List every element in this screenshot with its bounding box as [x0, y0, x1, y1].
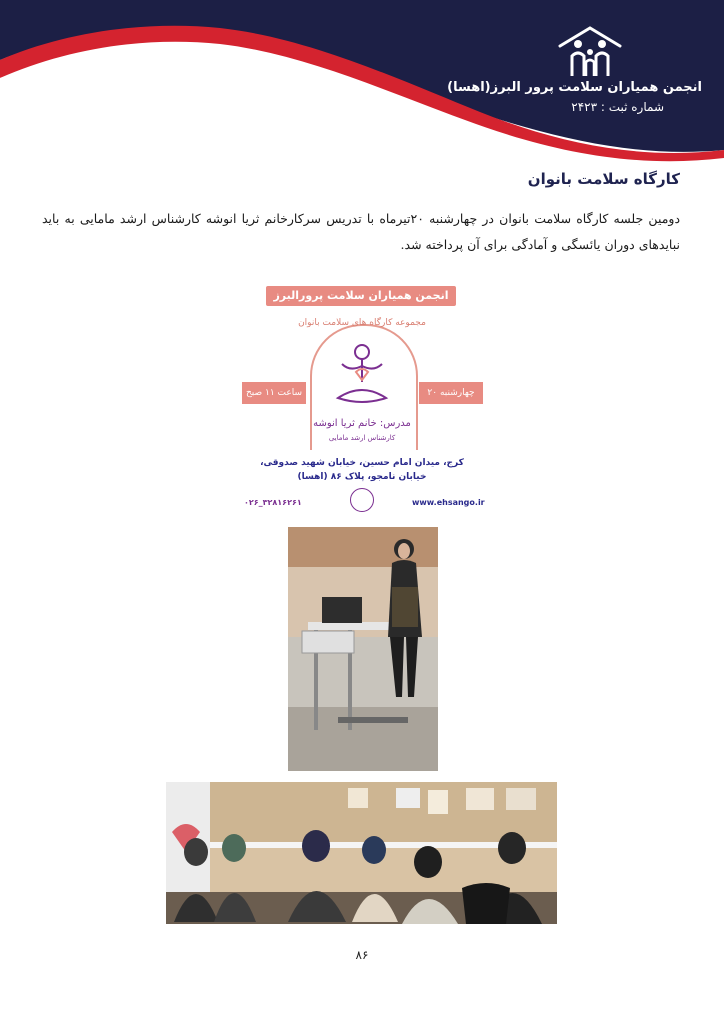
poster-banner: انجمن همیاران سلامت پرورالبرز [266, 286, 456, 306]
workshop-poster [236, 278, 488, 518]
poster-day: چهارشنبه ۲۰ تیرماه [419, 382, 483, 404]
poster-phone: ۰۲۶_۳۲۸۱۶۲۶۱ [244, 498, 302, 507]
article-body: دومین جلسه کارگاه سلامت بانوان در چهارشنبه ۲۰تیرماه با تدریس سرکارخانم ثریا انوشه کارشناس ارشد مامایی به باید نبایدهای دوران یائسگی و آمادگی برای آن پرداخته شد. [42, 211, 681, 252]
yoga-woman-icon [332, 342, 392, 412]
poster-address-line1: کرج، میدان امام حسین، خیابان شهید صدوقی، [260, 458, 464, 468]
poster-teacher-degree: کارشناس ارشد مامایی [328, 434, 396, 442]
poster-teacher: مدرس: خانم ثریا انوشه [313, 418, 411, 429]
association-logo-icon [556, 24, 624, 78]
poster-logo-icon [350, 488, 374, 512]
audience-photo [166, 782, 557, 924]
poster-address-line2: خیابان نامجو، پلاک ۸۶ (اهسا) [297, 472, 427, 482]
organization-name: انجمن همیاران سلامت پرور البرز(اهسا) [447, 80, 702, 95]
registration-number: شماره ثبت : ۲۴۲۳ [571, 100, 664, 114]
poster-website: www.ehsango.ir [412, 498, 485, 507]
instructor-photo [288, 527, 438, 771]
article-title: کارگاه سلامت بانوان [527, 170, 680, 188]
page-number: ۸۶ [355, 948, 369, 962]
poster-series-title: مجموعه کارگاه های سلامت بانوان [298, 318, 426, 328]
poster-time: ساعت ۱۱ صبح [242, 382, 306, 404]
page-header [0, 0, 724, 170]
